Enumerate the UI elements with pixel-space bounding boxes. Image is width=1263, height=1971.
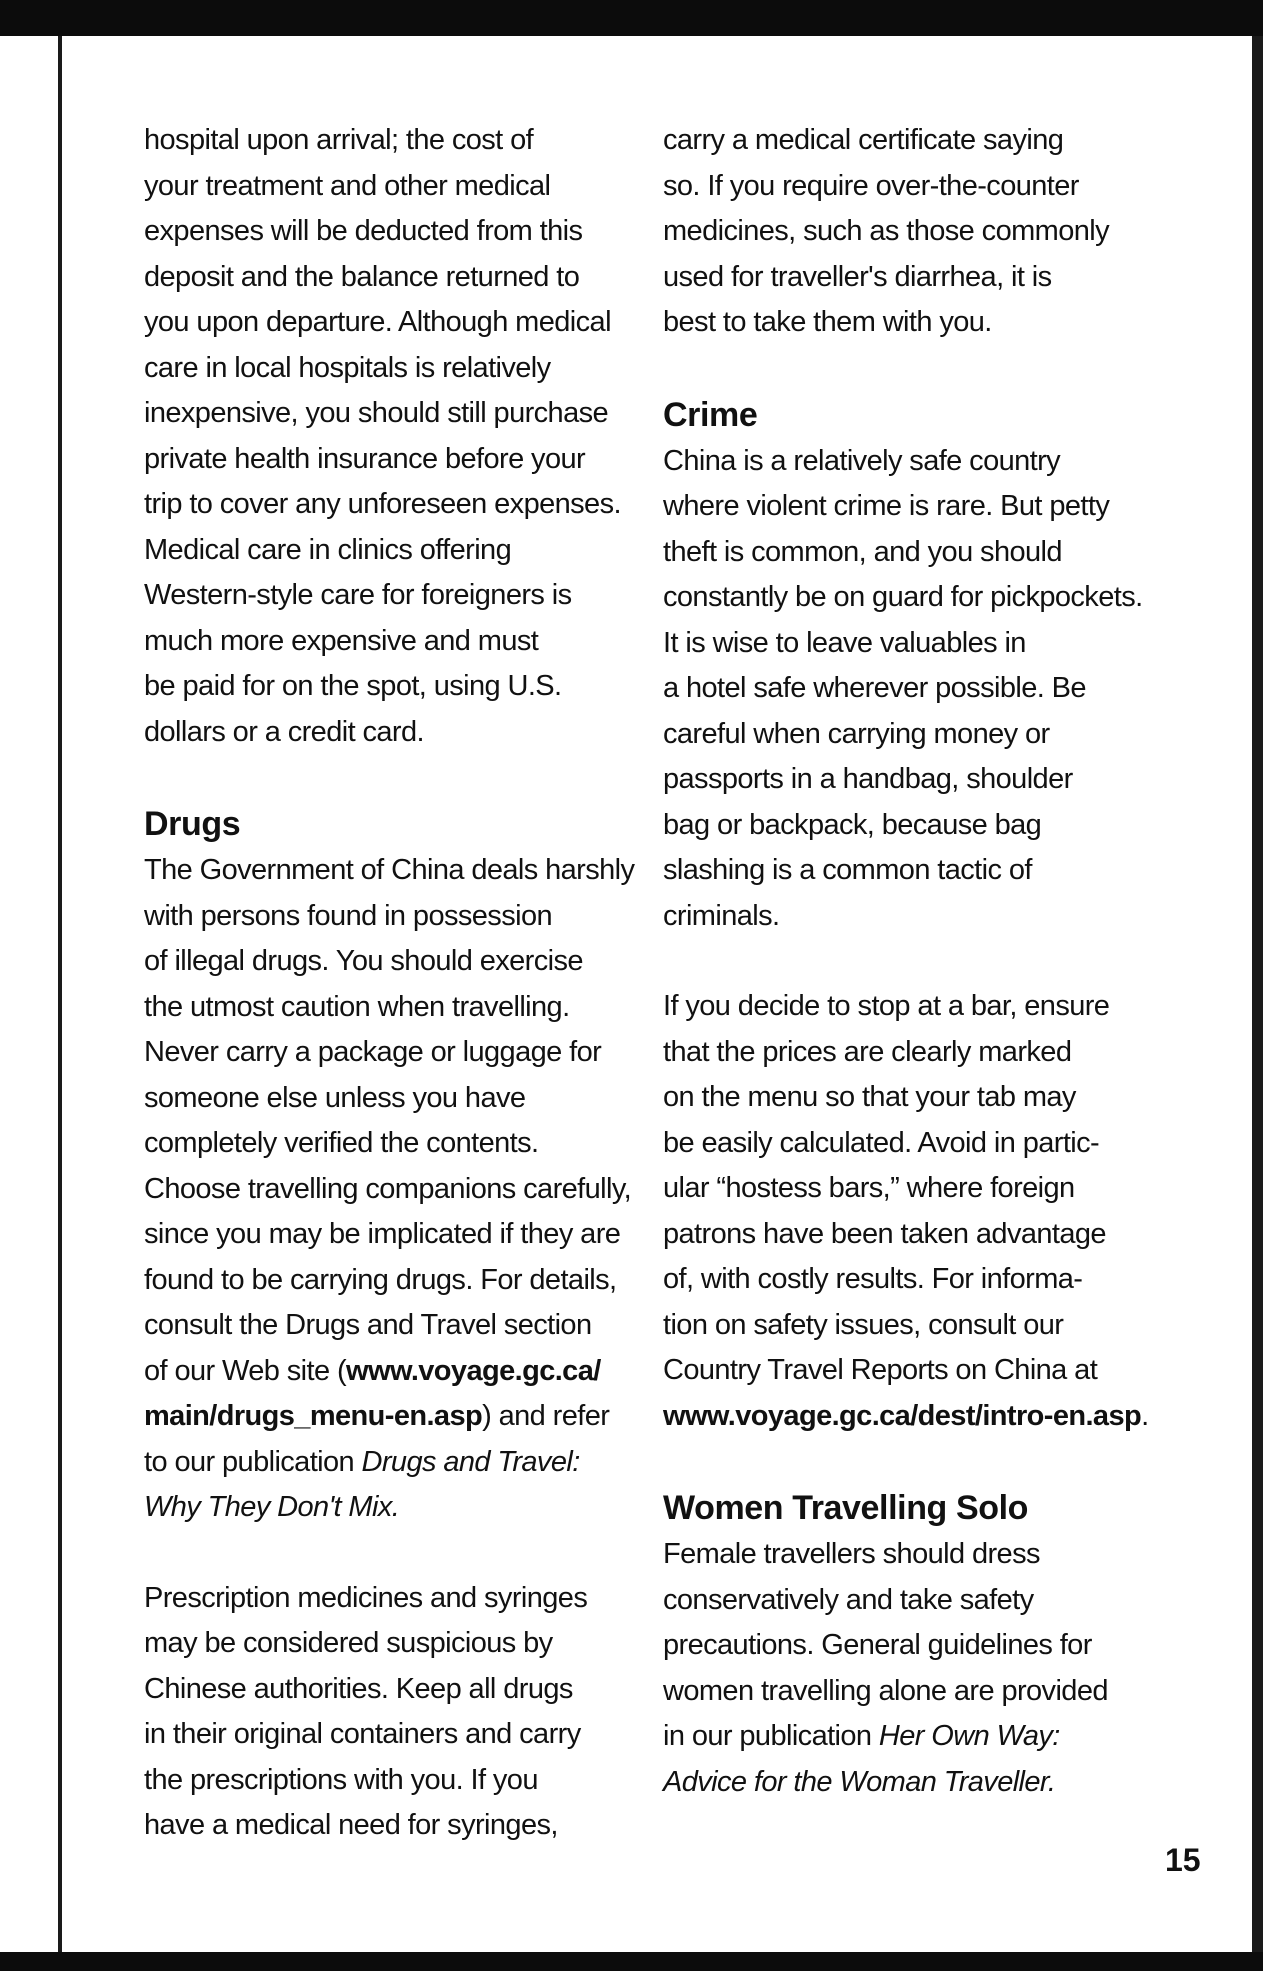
medical-care-paragraph: hospital upon arrival; the cost of your treatment and other medical expenses will be deducted from this deposit and the balance returned to you upon departure. Although medical care in local hospitals is relatively inexpensive, you should still purchase private health insurance before your trip to cover any unforeseen expenses. Medical care in clinics offering Western-style care for foreigners is much more expensive and must be paid for on the spot, using U.S. dollars or a credit card. [144, 124, 621, 748]
bar-safety-paragraph: If you decide to stop at a bar, ensure that the prices are clearly marked on the menu so that your tab may be easily calculated. Avoid in partic- ular “hostess bars,” where foreign patrons have been taken advantage of, with costly results. For informa- tion on safety issues, consult our Country Travel Reports on China at www.voyage.gc.ca/dest/intro-en.asp. [663, 990, 1149, 1432]
women-publication-title: Her Own Way: [878, 1720, 1060, 1752]
drugs-publication-title-continued: Why They Don't Mix. [144, 1491, 400, 1523]
scan-border-bottom [0, 1952, 1263, 1971]
page-number: 15 [1165, 1842, 1201, 1878]
scan-border-top [0, 0, 1263, 36]
crime-paragraph: China is a relatively safe country where violent crime is rare. But petty theft is common, and you should constantly be on guard for pickpockets. It is wise to leave valuables in a hotel safe wherever possible. Be careful when carrying money or passports in a handbag, shoulder bag or backpack, because bag slashing is a common tactic of criminals. [663, 444, 1143, 932]
crime-heading: Crime [663, 395, 758, 434]
scan-border-right [1252, 36, 1263, 1971]
drugs-web-link[interactable]: www.voyage.gc.ca/ [346, 1354, 601, 1387]
women-publication-title-continued: Advice for the Woman Traveller. [663, 1765, 1056, 1798]
right-column [663, 118, 1148, 1805]
women-travelling-solo-heading: Women Travelling Solo [663, 1489, 1029, 1527]
drugs-paragraph: The Government of China deals harshly with persons found in possession of illegal drugs. You should exercise the utmost caution when travelling. Never carry a package or luggage for someone else unless you have completely verified the contents. Choose travelling companions carefully, since you may be implicated if they are found to be carrying drugs. For details, consult the Drugs and Travel section of our Web site (www.voyage.gc.ca/ main/drugs_menu-en.asp) and refer to our publication Drugs and Travel: Why They Don't Mix. [144, 848, 624, 1531]
drugs-publication-title: Drugs and Travel: [361, 1445, 580, 1478]
scan-border-left [58, 36, 62, 1956]
drugs-web-link-continued[interactable]: main/drugs_menu-en.asp [144, 1400, 483, 1432]
drugs-heading: Drugs [144, 805, 241, 843]
prescription-paragraph: Prescription medicines and syringes may be considered suspicious by Chinese authorities. Keep all drugs in their original containers and carry the prescriptions with you. If you have a medical need for syringes, [144, 1581, 588, 1841]
medicine-continuation-paragraph: carry a medical certificate saying so. If you require over-the-counter medicines, such as those commonly used for traveller's diarrhea, it is best to take them with you. [663, 124, 1110, 338]
travel-reports-link[interactable]: www.voyage.gc.ca/dest/intro-en.asp [663, 1399, 1142, 1432]
left-column [144, 118, 635, 1849]
women-travelling-paragraph: Female travellers should dress conservatively and take safety precautions. General guidelines for women travelling alone are provided in our publication Her Own Way: Advice for the Woman Traveller. [663, 1532, 1148, 1805]
